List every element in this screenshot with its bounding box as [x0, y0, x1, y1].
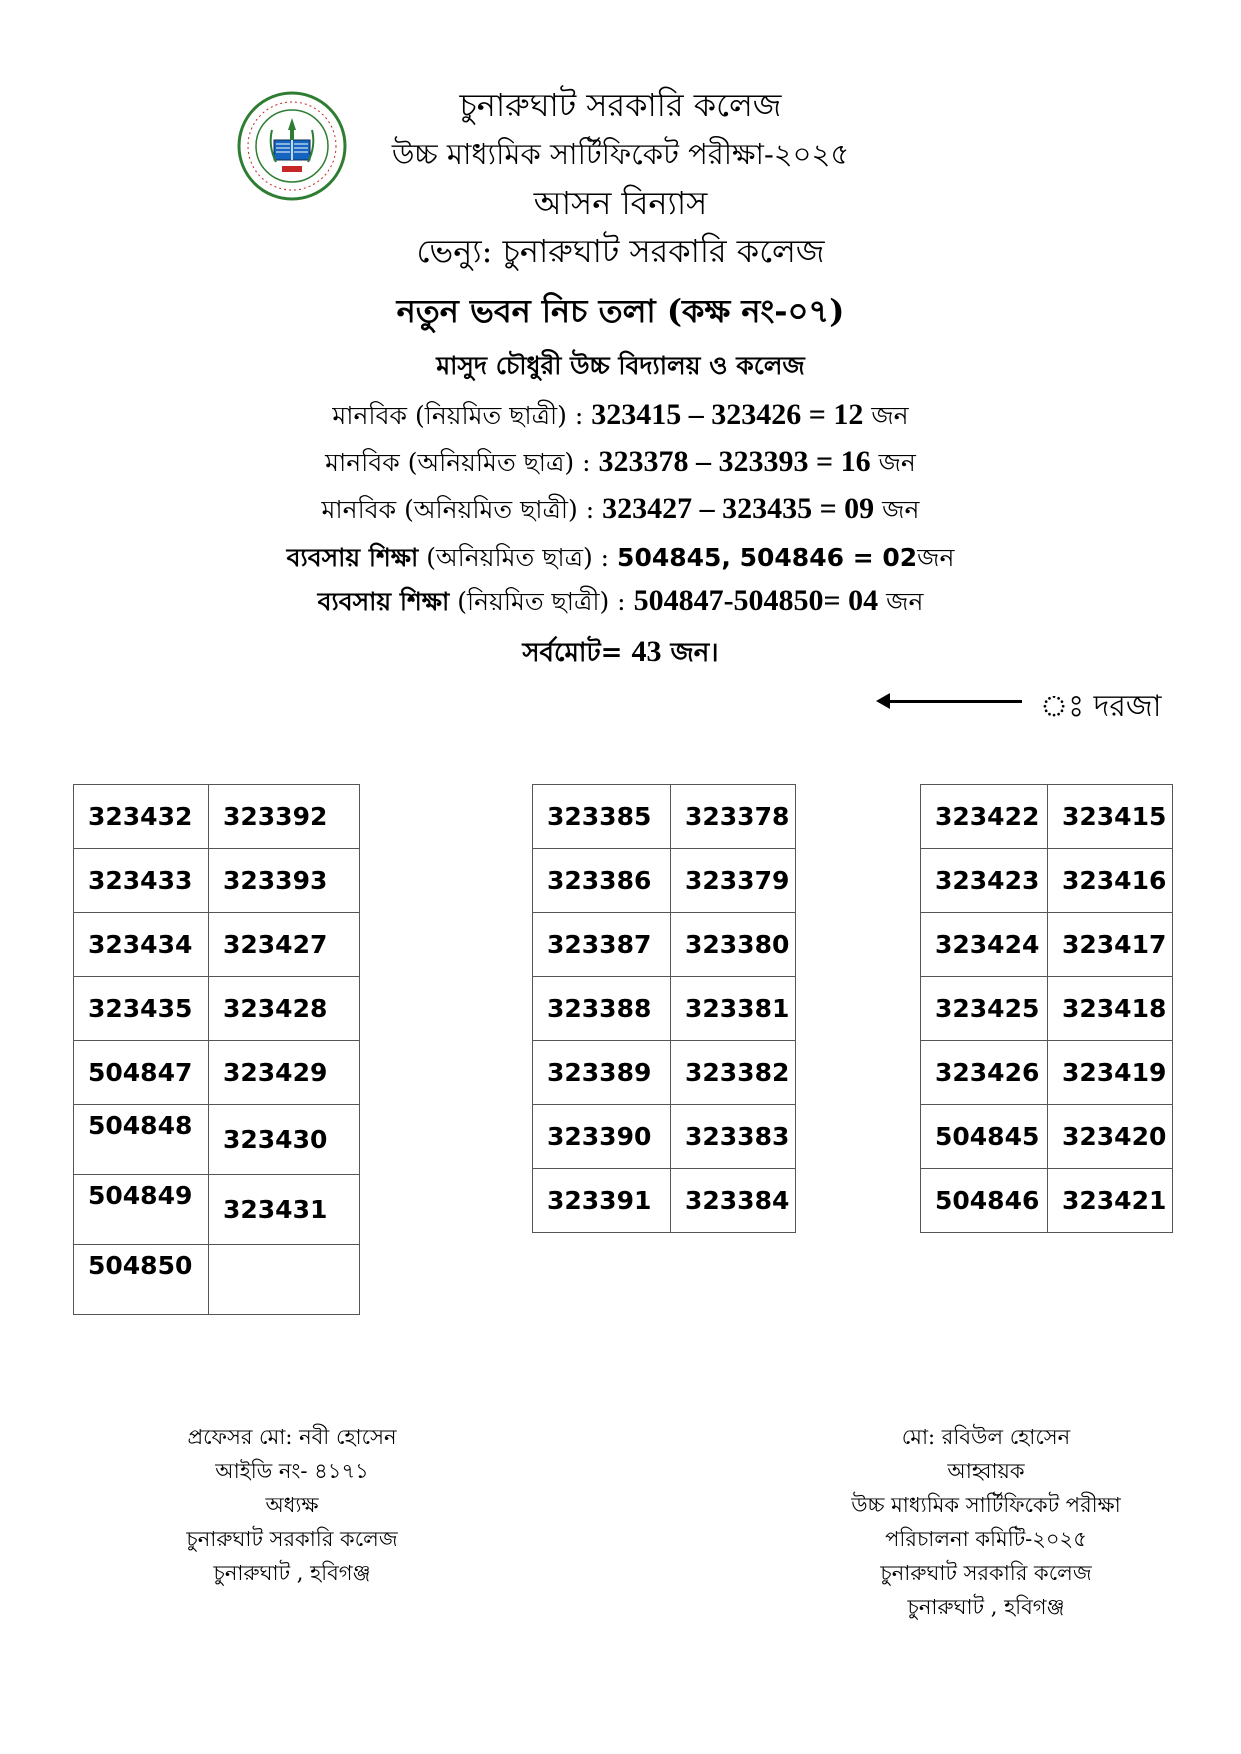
seat-cell: 323418	[1048, 977, 1173, 1041]
door-label: ঃ দরজা	[1040, 689, 1162, 724]
range-unit: জন	[886, 587, 924, 616]
seat-cell: 323389	[533, 1041, 671, 1105]
table-row	[533, 785, 796, 849]
range-numbers: 504845, 504846 = 02	[617, 543, 918, 572]
seat-cell: 323384	[671, 1169, 796, 1233]
seat-cell: 323426	[921, 1041, 1048, 1105]
signature-block-convener	[756, 1420, 1216, 1624]
seat-block-left	[73, 784, 360, 1315]
range-numbers: 323378 – 323393 = 16	[598, 445, 871, 478]
table-row	[74, 1175, 360, 1245]
signature-line: উচ্চ মাধ্যমিক সার্টিফিকেট পরীক্ষা	[851, 1493, 1121, 1517]
table-row	[533, 1169, 796, 1233]
signature-line: চুনারুঘাট , হবিগঞ্জ	[213, 1561, 371, 1585]
left-arrow-icon	[880, 700, 1022, 703]
range-type: (নিয়মিত ছাত্রী)	[457, 587, 610, 616]
exam-title: উচ্চ মাধ্যমিক সার্টিফিকেট পরীক্ষা-২০২৫	[391, 137, 850, 171]
seat-cell: 323381	[671, 977, 796, 1041]
table-row	[533, 913, 796, 977]
school-name: মাসুদ চৌধুরী উচ্চ বিদ্যালয় ও কলেজ	[436, 351, 805, 380]
venue: ভেন্যু: চুনারুঘাট সরকারি কলেজ	[416, 232, 825, 270]
seat-cell: 323433	[74, 849, 209, 913]
range-type: (নিয়মিত ছাত্রী)	[414, 401, 567, 430]
seat-cell: 323392	[209, 785, 360, 849]
range-line	[0, 443, 1241, 486]
seat-cell: 504850	[74, 1245, 209, 1315]
signature-line: প্রফেসর মো: নবী হোসেন	[187, 1425, 397, 1449]
range-line	[0, 490, 1241, 533]
range-separator: :	[566, 401, 592, 430]
range-unit: জন	[878, 448, 916, 477]
table-row	[533, 1105, 796, 1169]
table-row	[74, 1041, 360, 1105]
room-title: নতুন ভবন নিচ তলা (কক্ষ নং-০৭)	[396, 292, 845, 330]
seat-block-middle	[532, 784, 796, 1233]
range-group: মানবিক	[332, 401, 407, 430]
seat-cell: 323430	[209, 1105, 360, 1175]
seat-cell: 323425	[921, 977, 1048, 1041]
seat-cell: 323386	[533, 849, 671, 913]
range-line	[0, 538, 1241, 581]
seat-cell: 323388	[533, 977, 671, 1041]
total-label: সর্বমোট=	[522, 638, 623, 668]
seat-cell: 323432	[74, 785, 209, 849]
total-value: 43	[631, 635, 662, 668]
range-type: (অনিয়মিত ছাত্র)	[426, 543, 593, 572]
seat-cell: 323391	[533, 1169, 671, 1233]
table-row	[74, 913, 360, 977]
seat-cell: 323434	[74, 913, 209, 977]
seat-cell: 323382	[671, 1041, 796, 1105]
seat-cell: 323429	[209, 1041, 360, 1105]
table-row	[74, 785, 360, 849]
seat-cell: 323390	[533, 1105, 671, 1169]
total-unit: জন।	[670, 638, 719, 668]
signature-line: চুনারুঘাট সরকারি কলেজ	[186, 1527, 398, 1551]
seat-cell: 323379	[671, 849, 796, 913]
total-line	[0, 632, 1241, 676]
seat-cell: 323435	[74, 977, 209, 1041]
table-row	[921, 1041, 1173, 1105]
range-type: (অনিয়মিত ছাত্র)	[407, 448, 575, 477]
seat-cell: 323383	[671, 1105, 796, 1169]
signature-line: চুনারুঘাট , হবিগঞ্জ	[907, 1595, 1065, 1619]
table-row	[533, 849, 796, 913]
seat-block-right	[920, 784, 1173, 1233]
seat-cell: 504845	[921, 1105, 1048, 1169]
table-row	[921, 1169, 1173, 1233]
table-row	[74, 849, 360, 913]
signature-line: আইডি নং- ৪১৭১	[215, 1459, 369, 1483]
table-row	[533, 1041, 796, 1105]
door-marker	[880, 682, 1162, 724]
signature-line: পরিচালনা কমিটি-২০২৫	[885, 1527, 1087, 1551]
table-row	[921, 849, 1173, 913]
seat-cell: 504847	[74, 1041, 209, 1105]
seat-cell: 323420	[1048, 1105, 1173, 1169]
range-group: ব্যবসায় শিক্ষা	[286, 543, 419, 572]
range-group: ব্যবসায় শিক্ষা	[317, 587, 450, 616]
table-row	[921, 785, 1173, 849]
seat-cell: 323380	[671, 913, 796, 977]
range-group: মানবিক	[325, 448, 400, 477]
seat-cell: 323422	[921, 785, 1048, 849]
seat-plan-title: আসন বিন্যাস	[533, 184, 708, 222]
range-type: (অনিয়মিত ছাত্রী)	[404, 495, 578, 524]
table-row	[74, 1245, 360, 1315]
range-separator: :	[577, 495, 603, 524]
range-group: মানবিক	[321, 495, 397, 524]
range-separator: :	[574, 448, 599, 477]
table-row	[921, 977, 1173, 1041]
signature-line: মো: রবিউল হোসেন	[901, 1425, 1071, 1449]
table-row	[533, 977, 796, 1041]
range-numbers: 504847-504850= 04	[633, 584, 879, 617]
table-row	[74, 1105, 360, 1175]
table-row	[921, 1105, 1173, 1169]
range-line	[0, 582, 1241, 625]
seat-cell: 323378	[671, 785, 796, 849]
range-unit: জন	[871, 401, 909, 430]
signature-block-principal	[62, 1420, 522, 1590]
seat-cell: 323427	[209, 913, 360, 977]
seat-cell: 323419	[1048, 1041, 1173, 1105]
range-separator: :	[609, 587, 634, 616]
seat-cell: 323393	[209, 849, 360, 913]
seat-cell: 504846	[921, 1169, 1048, 1233]
range-numbers: 323415 – 323426 = 12	[591, 398, 864, 431]
range-separator: :	[592, 543, 618, 572]
seat-cell: 323417	[1048, 913, 1173, 977]
table-row	[921, 913, 1173, 977]
seat-cell: 323423	[921, 849, 1048, 913]
seat-cell	[209, 1245, 360, 1315]
seat-cell: 323415	[1048, 785, 1173, 849]
seat-cell: 504849	[74, 1175, 209, 1245]
range-unit: জন	[917, 543, 955, 572]
range-line	[0, 396, 1241, 439]
seat-cell: 323431	[209, 1175, 360, 1245]
table-row	[74, 977, 360, 1041]
college-name: চুনারুঘাট সরকারি কলেজ	[459, 86, 782, 124]
seat-cell: 323428	[209, 977, 360, 1041]
seat-cell: 323421	[1048, 1169, 1173, 1233]
seat-cell: 323416	[1048, 849, 1173, 913]
range-unit: জন	[882, 495, 920, 524]
seat-cell: 323387	[533, 913, 671, 977]
signature-line: অধ্যক্ষ	[265, 1493, 319, 1517]
seat-cell: 504848	[74, 1105, 209, 1175]
seat-cell: 323385	[533, 785, 671, 849]
signature-line: চুনারুঘাট সরকারি কলেজ	[880, 1561, 1092, 1585]
signature-line: আহ্বায়ক	[947, 1459, 1025, 1483]
range-numbers: 323427 – 323435 = 09	[602, 492, 875, 525]
seat-cell: 323424	[921, 913, 1048, 977]
